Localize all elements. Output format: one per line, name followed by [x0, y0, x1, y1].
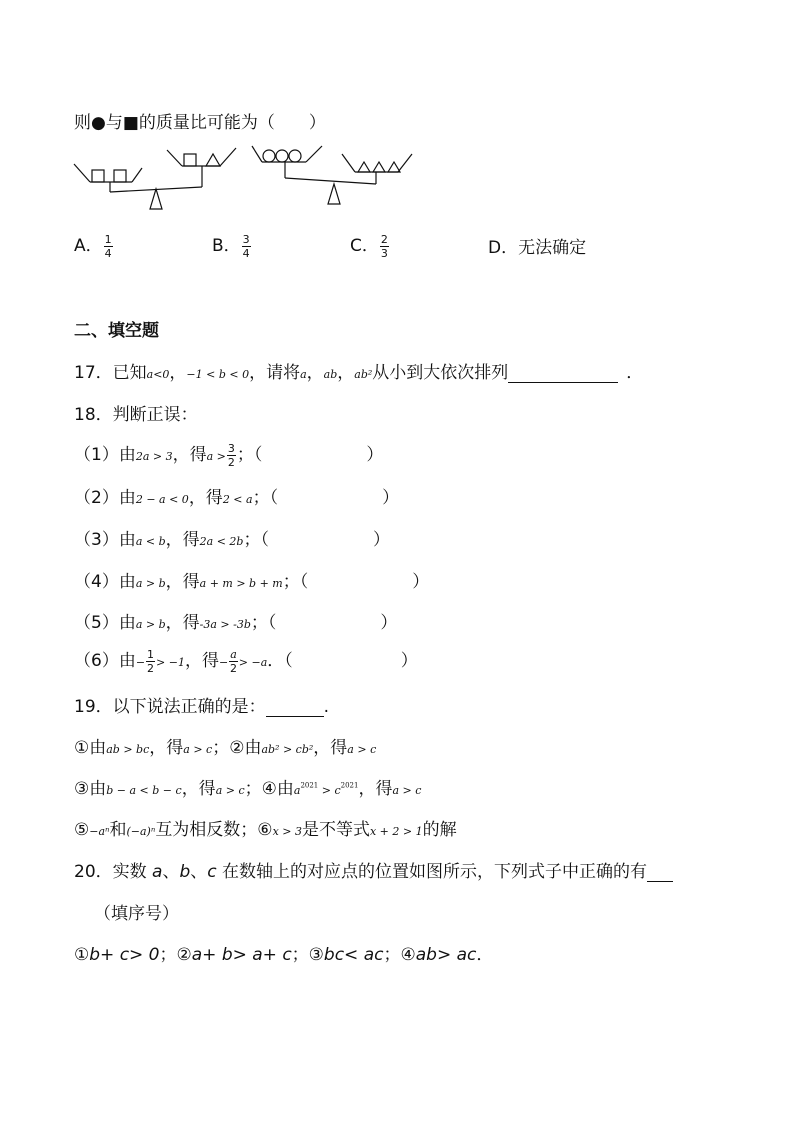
fraction: $\frac{3}{4}$ [242, 232, 250, 260]
q18-item-1: （1）由2a > 3，得a > $\frac{3}{2}$ ；（ ） [74, 441, 384, 469]
q19-line-2: ③由b − a < b − c，得a > c；④由$a^{2021} > c^{2021}$，得a > c [74, 779, 422, 799]
q18-title: 18．判断正误： [74, 405, 198, 425]
square-weight [184, 154, 196, 166]
q16-option-a: A． $\frac{1}{4}$ [74, 232, 112, 260]
fulcrum [328, 184, 340, 204]
q18-item-5: （5）由a > b，得-3a > -3b；（ ） [74, 613, 398, 633]
q16-prompt: 则●与■的质量比可能为（ ） [74, 113, 326, 133]
q20-line-3: ①b+ c> 0；②a+ b> a+ c；③bc< ac；④ab> ac． [74, 945, 494, 965]
scale-1 [74, 148, 236, 209]
triangle-weight [373, 162, 385, 172]
q16-option-c: C． $\frac{2}{3}$ [350, 232, 388, 260]
q19-line-1: ①由ab > bc，得a > c；②由ab² > cb²，得a > c [74, 738, 377, 758]
triangle-weight [388, 162, 400, 172]
section-title: 二、填空题 [74, 321, 159, 341]
fraction: $\frac{1}{4}$ [104, 232, 112, 260]
q18-item-2: （2）由2 − a < 0，得2 < a；（ ） [74, 488, 400, 508]
circle-weight [263, 150, 275, 162]
answer-blank[interactable] [266, 699, 324, 717]
triangle-weight [206, 154, 220, 166]
q18-item-6: （6）由− $\frac{1}{2}$ > −1，得− $\frac{a}{2}$ > −a．（ ） [74, 647, 418, 675]
answer-blank[interactable] [508, 365, 618, 383]
square-weight [92, 170, 104, 182]
q18-item-4: （4）由a > b，得a + m > b + m；（ ） [74, 572, 430, 592]
fraction: $\frac{2}{3}$ [380, 232, 388, 260]
square-weight [114, 170, 126, 182]
q17: 17．已知a<0，−1 < b < 0，请将a，ab，ab²从小到大依次排列 ． [74, 363, 644, 383]
balance-scales-figure [70, 142, 420, 214]
q18-item-3: （3）由a < b，得2a < 2b；（ ） [74, 530, 390, 550]
q20-line-2: （填序号） [94, 904, 179, 924]
q16-option-b: B． $\frac{3}{4}$ [212, 232, 250, 260]
q20-line-1: 20．实数 a、b、c 在数轴上的对应点的位置如图所示，下列式子中正确的有 [74, 857, 673, 882]
scale-2 [252, 146, 412, 204]
q16-option-d: D．无法确定 [488, 238, 587, 258]
q19-title: 19．以下说法正确的是： . [74, 697, 330, 717]
circle-weight [276, 150, 288, 162]
answer-blank[interactable] [647, 864, 673, 882]
circle-weight [289, 150, 301, 162]
q19-line-3: ⑤−aⁿ和(−a)ⁿ互为相反数；⑥x > 3是不等式x + 2 > 1的解 [74, 820, 457, 840]
triangle-weight [358, 162, 370, 172]
fulcrum [150, 189, 162, 209]
